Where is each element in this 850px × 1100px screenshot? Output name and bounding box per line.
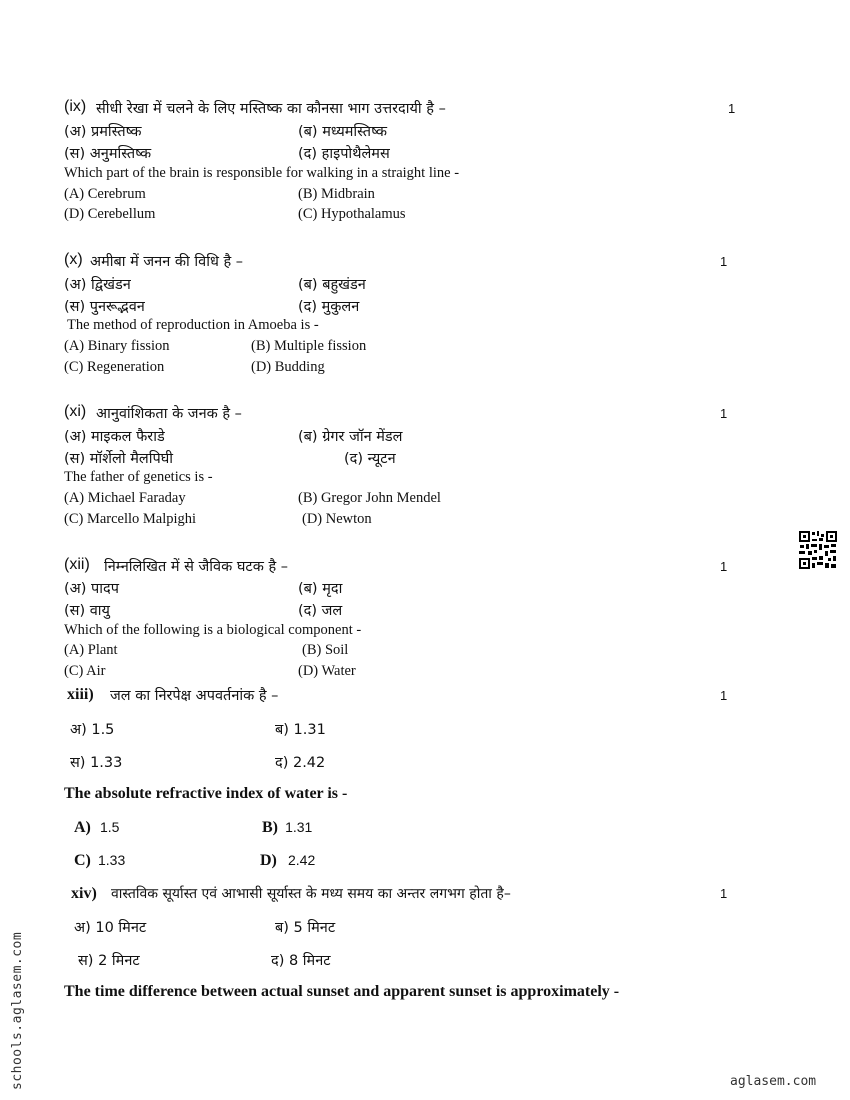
question-text-hindi: आनुवांशिकता के जनक है – (96, 406, 242, 422)
question-text-hindi: वास्तविक सूर्यास्त एवं आभासी सूर्यास्त के मध्य समय का अन्तर लगभग होता है– (111, 886, 511, 902)
side-watermark: schools.aglasem.com (10, 931, 25, 1090)
option-hindi: (द) हाइपोथैलेमस (298, 146, 390, 162)
option-hindi: अ) 10 मिनट (74, 920, 147, 936)
option-english: (B) Multiple fission (251, 338, 367, 354)
option-english: (A) Cerebrum (64, 186, 146, 202)
option-value: 2.42 (287, 852, 316, 868)
option-english (260, 850, 315, 870)
option-english: (C) Marcello Malpighi (64, 511, 197, 527)
option-value: 1.5 (99, 819, 120, 835)
question-number: (xii) (64, 556, 90, 573)
option-english (262, 817, 312, 837)
option-hindi: स) 2 मिनट (78, 953, 140, 969)
option-hindi: (स) पुनरूद्भवन (64, 299, 145, 315)
question-number: (ix) (64, 98, 87, 115)
option-hindi: ब) 1.31 (275, 722, 326, 738)
option-english: (D) Newton (302, 511, 372, 527)
option-hindi: (स) वायु (64, 603, 110, 619)
option-english: (D) Water (298, 663, 356, 679)
option-hindi: (अ) प्रमस्तिष्क (64, 124, 142, 140)
option-english: (B) Midbrain (298, 186, 375, 202)
option-english: (D) Cerebellum (64, 206, 156, 222)
option-hindi: (स) अनुमस्तिष्क (64, 146, 152, 162)
option-value: 1.31 (285, 819, 313, 835)
option-hindi: (ब) मृदा (298, 581, 343, 597)
question-number: xiv) (71, 885, 97, 902)
option-hindi: अ) 1.5 (70, 722, 115, 738)
marks: 1 (728, 101, 736, 116)
option-hindi: (ब) ग्रेगर जॉन मेंडल (298, 429, 403, 445)
option-hindi: (ब) मध्यमस्तिष्क (298, 124, 388, 140)
option-hindi: (अ) पादप (64, 581, 119, 597)
option-english: (A) Michael Faraday (64, 490, 186, 506)
question-number: (xi) (64, 403, 87, 420)
option-english (74, 817, 119, 837)
option-hindi: (द) जल (298, 603, 343, 619)
option-prefix: B) (262, 819, 278, 836)
option-hindi: (अ) द्विखंडन (64, 277, 131, 293)
option-hindi: (द) न्यूटन (344, 451, 396, 467)
marks: 1 (720, 254, 728, 269)
option-hindi: (द) मुकुलन (298, 299, 360, 315)
question-number: (x) (64, 251, 83, 268)
option-english (74, 850, 125, 870)
option-prefix: C) (74, 852, 91, 869)
option-hindi: (ब) बहुखंडन (298, 277, 366, 293)
marks: 1 (720, 688, 728, 703)
option-hindi: (अ) माइकल फैराडे (64, 429, 165, 445)
question-text-hindi: जल का निरपेक्ष अपवर्तनांक है – (110, 688, 279, 704)
option-english: (A) Plant (64, 642, 118, 658)
option-prefix: D) (260, 852, 277, 869)
question-text-english: Which of the following is a biological component - (64, 622, 362, 638)
question-text-english: The method of reproduction in Amoeba is - (67, 317, 319, 333)
question-text-english: Which part of the brain is responsible for walking in a straight line - (64, 165, 460, 181)
question-text-english: The absolute refractive index of water is - (64, 785, 348, 802)
option-hindi: द) 2.42 (275, 755, 326, 771)
option-hindi: स) 1.33 (70, 755, 123, 771)
marks: 1 (720, 559, 728, 574)
marks: 1 (720, 886, 728, 901)
option-english: (C) Air (64, 663, 106, 679)
option-prefix: A) (74, 819, 91, 836)
marks: 1 (720, 406, 728, 421)
option-english: (C) Hypothalamus (298, 206, 406, 222)
option-hindi: (स) मॉर्शेलो मैलपिघी (64, 451, 174, 467)
option-english: (B) Gregor John Mendel (298, 490, 441, 506)
question-number: xiii) (67, 686, 94, 703)
question-text-hindi: निम्नलिखित में से जैविक घटक है – (104, 559, 289, 575)
option-english: (B) Soil (302, 642, 349, 658)
question-text-english: The time difference between actual sunset and apparent sunset is approximately - (64, 983, 620, 1000)
option-english: (C) Regeneration (64, 359, 165, 375)
option-hindi: ब) 5 मिनट (275, 920, 336, 936)
question-text-hindi: अमीबा में जनन की विधि है – (90, 254, 244, 270)
option-english: (D) Budding (251, 359, 325, 375)
question-text-hindi: सीधी रेखा में चलने के लिए मस्तिष्क का कौनसा भाग उत्तरदायी है – (96, 101, 446, 117)
option-english: (A) Binary fission (64, 338, 170, 354)
option-hindi: द) 8 मिनट (271, 953, 331, 969)
option-value: 1.33 (97, 852, 126, 868)
footer-watermark: aglasem.com (730, 1074, 817, 1089)
qr-code-icon (798, 530, 838, 570)
question-text-english: The father of genetics is - (64, 469, 213, 485)
